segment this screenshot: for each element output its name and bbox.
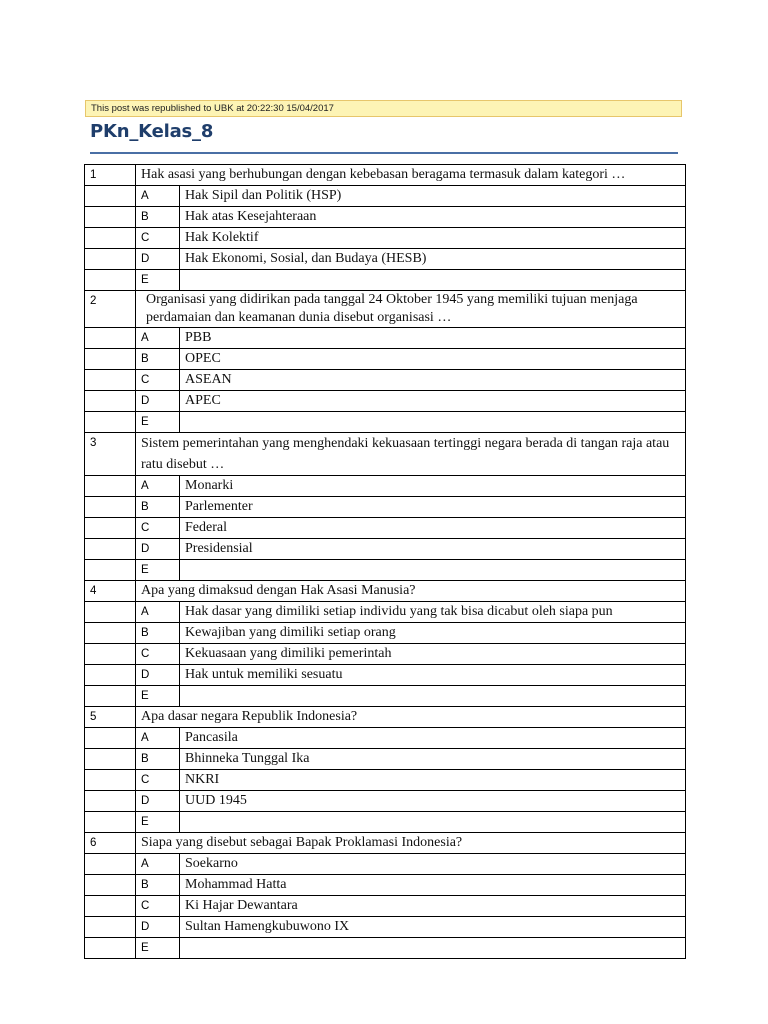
question-text: Siapa yang disebut sebagai Bapak Proklamasi Indonesia? [136,833,686,854]
question-text: Apa dasar negara Republik Indonesia? [136,707,686,728]
option-row [85,623,686,644]
question-number: 5 [85,707,136,728]
option-text: Hak dasar yang dimiliki setiap individu yang tak bisa dicabut oleh siapa pun [180,602,686,623]
option-row [85,518,686,539]
option-letter: B [136,623,180,644]
option-row [85,249,686,270]
option-text: Hak untuk memiliki sesuatu [180,665,686,686]
option-row [85,391,686,412]
option-letter: C [136,370,180,391]
option-row [85,749,686,770]
question-text: Sistem pemerintahan yang menghendaki kekuasaan tertinggi negara berada di tangan raja atau ratu disebut … [136,433,686,476]
option-letter: C [136,896,180,917]
option-letter: D [136,791,180,812]
empty-cell [85,370,136,391]
option-text: Federal [180,518,686,539]
option-letter: E [136,412,180,433]
option-letter: E [136,686,180,707]
empty-cell [85,228,136,249]
empty-cell [85,812,136,833]
quiz-table [84,164,686,959]
option-letter: A [136,602,180,623]
empty-cell [85,770,136,791]
empty-cell [85,349,136,370]
empty-cell [85,665,136,686]
option-text: Hak atas Kesejahteraan [180,207,686,228]
option-row [85,686,686,707]
option-letter: C [136,228,180,249]
option-text [180,686,686,707]
option-letter: A [136,328,180,349]
option-row [85,412,686,433]
empty-cell [85,497,136,518]
option-text: UUD 1945 [180,791,686,812]
option-text: Sultan Hamengkubuwono IX [180,917,686,938]
empty-cell [85,917,136,938]
option-row [85,875,686,896]
option-row [85,791,686,812]
option-row [85,644,686,665]
option-row [85,476,686,497]
option-letter: C [136,644,180,665]
option-letter: B [136,875,180,896]
empty-cell [85,518,136,539]
question-number: 4 [85,581,136,602]
option-text: Pancasila [180,728,686,749]
option-row [85,328,686,349]
option-row [85,938,686,959]
option-row [85,207,686,228]
option-row [85,770,686,791]
option-row [85,270,686,291]
option-row [85,186,686,207]
option-row [85,728,686,749]
empty-cell [85,186,136,207]
question-row [85,581,686,602]
option-row [85,370,686,391]
empty-cell [85,249,136,270]
option-row [85,896,686,917]
option-row [85,602,686,623]
option-text: Parlementer [180,497,686,518]
empty-cell [85,623,136,644]
option-letter: E [136,938,180,959]
option-letter: D [136,391,180,412]
republish-notice: This post was republished to UBK at 20:22:30 15/04/2017 [85,100,682,117]
option-letter: D [136,249,180,270]
option-letter: D [136,665,180,686]
option-row [85,854,686,875]
option-letter: D [136,917,180,938]
empty-cell [85,749,136,770]
question-row [85,833,686,854]
option-text: Ki Hajar Dewantara [180,896,686,917]
option-text: Hak Sipil dan Politik (HSP) [180,186,686,207]
option-letter: E [136,812,180,833]
empty-cell [85,791,136,812]
option-row [85,497,686,518]
option-text [180,412,686,433]
empty-cell [85,207,136,228]
option-letter: E [136,270,180,291]
option-letter: B [136,497,180,518]
option-letter: C [136,518,180,539]
option-row [85,539,686,560]
option-text [180,938,686,959]
question-row [85,165,686,186]
empty-cell [85,560,136,581]
option-text: APEC [180,391,686,412]
option-text [180,560,686,581]
option-letter: B [136,749,180,770]
option-letter: D [136,539,180,560]
option-row [85,812,686,833]
empty-cell [85,602,136,623]
option-text: Hak Ekonomi, Sosial, dan Budaya (HESB) [180,249,686,270]
option-text: PBB [180,328,686,349]
empty-cell [85,644,136,665]
option-text: Kekuasaan yang dimiliki pemerintah [180,644,686,665]
empty-cell [85,854,136,875]
option-letter: C [136,770,180,791]
question-text: Organisasi yang didirikan pada tanggal 24 Oktober 1945 yang memiliki tujuan menjaga perdamaian dan keamanan dunia disebut organisasi … [136,291,686,328]
option-text: Presidensial [180,539,686,560]
option-row [85,349,686,370]
page-title[interactable]: PKn_Kelas_8 [90,121,214,142]
option-row [85,917,686,938]
empty-cell [85,476,136,497]
empty-cell [85,391,136,412]
question-text: Hak asasi yang berhubungan dengan kebebasan beragama termasuk dalam kategori … [136,165,686,186]
option-text: Soekarno [180,854,686,875]
option-text: NKRI [180,770,686,791]
question-number: 1 [85,165,136,186]
option-letter: A [136,728,180,749]
title-underline [90,152,678,154]
option-text [180,812,686,833]
question-row [85,291,686,328]
option-letter: E [136,560,180,581]
option-row [85,665,686,686]
option-text: Mohammad Hatta [180,875,686,896]
option-row [85,228,686,249]
option-letter: B [136,207,180,228]
option-text: Kewajiban yang dimiliki setiap orang [180,623,686,644]
empty-cell [85,686,136,707]
option-letter: B [136,349,180,370]
empty-cell [85,875,136,896]
empty-cell [85,539,136,560]
empty-cell [85,938,136,959]
option-text: Monarki [180,476,686,497]
option-text [180,270,686,291]
question-row [85,433,686,476]
question-text: Apa yang dimaksud dengan Hak Asasi Manusia? [136,581,686,602]
option-row [85,560,686,581]
option-text: Hak Kolektif [180,228,686,249]
empty-cell [85,896,136,917]
question-number: 6 [85,833,136,854]
empty-cell [85,328,136,349]
question-row [85,707,686,728]
empty-cell [85,728,136,749]
option-text: Bhinneka Tunggal Ika [180,749,686,770]
option-letter: A [136,476,180,497]
option-letter: A [136,854,180,875]
option-letter: A [136,186,180,207]
option-text: ASEAN [180,370,686,391]
empty-cell [85,270,136,291]
question-number: 3 [85,433,136,476]
empty-cell [85,412,136,433]
option-text: OPEC [180,349,686,370]
question-number: 2 [85,291,136,328]
